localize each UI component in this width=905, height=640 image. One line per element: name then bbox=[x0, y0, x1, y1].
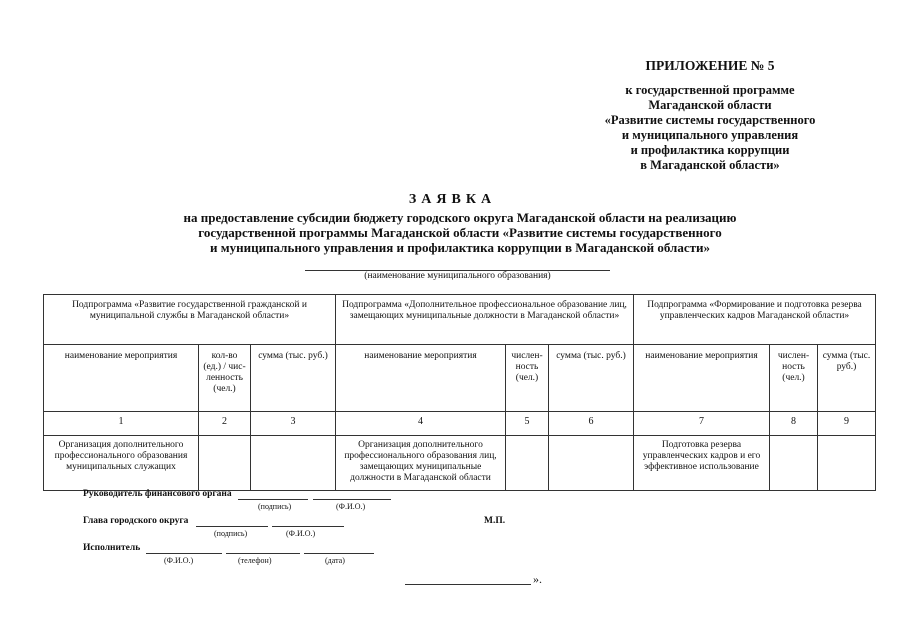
quantity-cell[interactable] bbox=[199, 436, 251, 491]
finance-head-label: Руководитель финансового органа bbox=[83, 489, 232, 499]
subsidy-table bbox=[43, 294, 876, 491]
table-row bbox=[44, 436, 876, 491]
column-header: наименование мероприятия bbox=[634, 345, 770, 412]
executor-date-line[interactable] bbox=[304, 543, 374, 554]
activity-cell: Организация дополнительного профессионального образования муниципальных служащих bbox=[44, 436, 199, 491]
column-header: кол-во (ед.) / чис-ленность (чел.) bbox=[199, 345, 251, 412]
column-number: 3 bbox=[251, 412, 336, 436]
column-header: сумма (тыс. руб.) bbox=[818, 345, 876, 412]
city-head-signature-line[interactable] bbox=[196, 516, 268, 527]
fio-caption: (Ф.И.О.) bbox=[336, 502, 366, 511]
column-number: 1 bbox=[44, 412, 199, 436]
municipality-caption: (наименование муниципального образования) bbox=[364, 271, 551, 281]
appendix-line: Магаданской области bbox=[648, 98, 772, 112]
subtitle-line: на предоставление субсидии бюджету городского округа Магаданской области на реализацию bbox=[183, 210, 737, 225]
quantity-cell[interactable] bbox=[506, 436, 549, 491]
document-heading: ЗАЯВКА bbox=[408, 192, 497, 207]
phone-caption: (телефон) bbox=[238, 556, 272, 565]
amount-cell[interactable] bbox=[818, 436, 876, 491]
executor-label: Исполнитель bbox=[83, 543, 141, 553]
date-caption: (дата) bbox=[325, 556, 345, 565]
finance-head-fio-line[interactable] bbox=[313, 489, 391, 500]
finance-head-signature-line[interactable] bbox=[238, 489, 308, 500]
signature-caption: (подпись) bbox=[214, 529, 248, 538]
city-head-fio-line[interactable] bbox=[272, 516, 344, 527]
column-number: 8 bbox=[770, 412, 818, 436]
executor-fio-line[interactable] bbox=[146, 543, 222, 554]
appendix-line: «Развитие системы государственного bbox=[604, 113, 816, 127]
subprogram-header: Подпрограмма «Дополнительное профессиональное образование лиц, замещающих муниципальные должности в Магаданской области» bbox=[336, 295, 634, 345]
subtitle-line: государственной программы Магаданской области «Развитие системы государственного bbox=[198, 225, 722, 240]
subprogram-header: Подпрограмма «Развитие государственной гражданской и муниципальной службы в Магаданской области» bbox=[44, 295, 336, 345]
signature-caption: (подпись) bbox=[258, 502, 292, 511]
appendix-block bbox=[560, 58, 860, 173]
column-header: числен-ность (чел.) bbox=[506, 345, 549, 412]
amount-cell[interactable] bbox=[251, 436, 336, 491]
executor-phone-line[interactable] bbox=[226, 543, 300, 554]
document-subtitle bbox=[90, 210, 830, 255]
subprogram-header: Подпрограмма «Формирование и подготовка резерва управленческих кадров Магаданской области» bbox=[634, 295, 876, 345]
column-number-row bbox=[44, 412, 876, 436]
fio-caption: (Ф.И.О.) bbox=[286, 529, 316, 538]
quantity-cell[interactable] bbox=[770, 436, 818, 491]
column-header: сумма (тыс. руб.) bbox=[251, 345, 336, 412]
column-number: 2 bbox=[199, 412, 251, 436]
column-header-row bbox=[44, 345, 876, 412]
activity-cell: Подготовка резерва управленческих кадров и его эффективное использование bbox=[634, 436, 770, 491]
subtitle-line: и муниципального управления и профилактика коррупции в Магаданской области» bbox=[210, 240, 710, 255]
column-header: наименование мероприятия bbox=[44, 345, 199, 412]
appendix-line: и муниципального управления bbox=[621, 128, 799, 142]
appendix-line: и профилактика коррупции bbox=[630, 143, 790, 157]
city-head-label: Глава городского округа bbox=[83, 516, 189, 526]
column-header: наименование мероприятия bbox=[336, 345, 506, 412]
column-number: 5 bbox=[506, 412, 549, 436]
fio-caption: (Ф.И.О.) bbox=[164, 556, 194, 565]
column-header: сумма (тыс. руб.) bbox=[549, 345, 634, 412]
appendix-title: ПРИЛОЖЕНИЕ № 5 bbox=[645, 58, 775, 73]
column-number: 6 bbox=[549, 412, 634, 436]
column-number: 9 bbox=[818, 412, 876, 436]
column-number: 4 bbox=[336, 412, 506, 436]
stamp-place: М.П. bbox=[484, 516, 506, 526]
closing-date-line[interactable] bbox=[405, 574, 531, 585]
subprogram-header-row bbox=[44, 295, 876, 345]
column-number: 7 bbox=[634, 412, 770, 436]
activity-cell: Организация дополнительного профессионального образования лиц, замещающих муниципальные должности в Магаданской области bbox=[336, 436, 506, 491]
closing-quote: ». bbox=[533, 572, 542, 586]
appendix-line: в Магаданской области» bbox=[640, 158, 780, 172]
appendix-line: к государственной программе bbox=[625, 83, 795, 97]
amount-cell[interactable] bbox=[549, 436, 634, 491]
column-header: числен-ность (чел.) bbox=[770, 345, 818, 412]
